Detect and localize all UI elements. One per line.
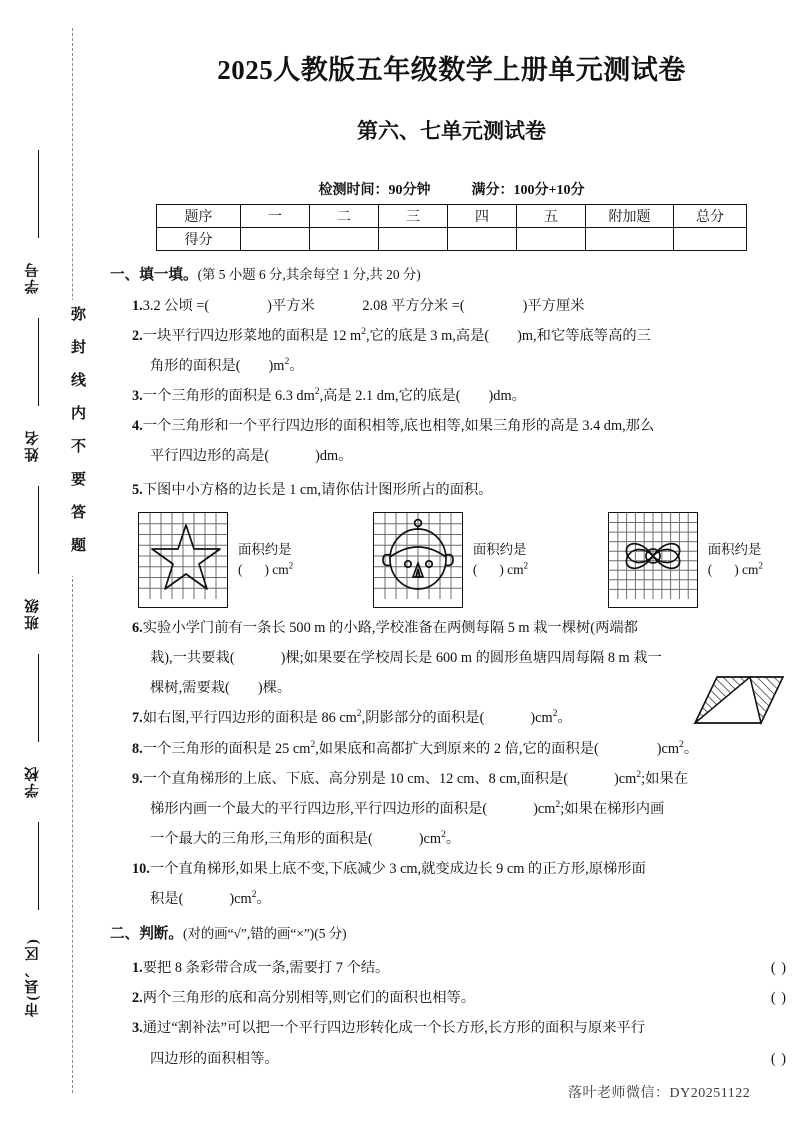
question-9-line3-b: )cm [418, 830, 442, 847]
flower-grid-svg [609, 513, 697, 599]
question-10-line2-a: 积是( [150, 891, 184, 908]
section-2-heading [110, 923, 793, 947]
face-grid-figure [373, 512, 463, 608]
figure-caption-flower-line1: 面积约是 [707, 542, 762, 558]
unit-exponent: 2 [441, 829, 446, 841]
question-10-line2 [110, 888, 793, 911]
section-1-heading [110, 264, 793, 288]
question-6-line3 [110, 677, 793, 700]
tf-question-3-line2 [110, 1048, 793, 1071]
question-2-line1-a: 一块平行四边形菜地的面积是 12 m [142, 327, 362, 344]
unit-exponent: 2 [251, 889, 257, 901]
score-table-col-3: 三 [379, 205, 448, 228]
question-3-number: 3. [132, 388, 143, 405]
figure-caption-face-paren-open: ( [472, 561, 478, 577]
score-table-col-5: 五 [517, 205, 586, 228]
score-cell-3[interactable] [379, 228, 448, 251]
score-table-row-label-order: 题序 [157, 205, 241, 228]
unit-exponent: 2 [310, 738, 316, 750]
tf-question-3 [110, 1017, 793, 1040]
seal-divider-rule [38, 654, 39, 742]
seal-margin [0, 0, 98, 1122]
figure-caption-star [238, 540, 293, 579]
parallelogram-shaded-figure [693, 673, 787, 737]
unit-exponent: 2 [636, 768, 642, 780]
question-9-line3-a: 一个最大的三角形,三角形的面积是( [150, 830, 373, 847]
question-3-text-b: ,高是 2.1 dm,它的底是( [319, 388, 461, 405]
unit-exponent: 2 [314, 386, 320, 398]
unit-exponent: 2 [523, 560, 529, 571]
score-cell-total[interactable] [674, 228, 747, 251]
question-8-text-a: 一个三角形的面积是 25 cm [142, 740, 311, 757]
seal-label-city-county: 市(县、区) [25, 937, 41, 1017]
question-2 [110, 325, 793, 348]
unit-exponent: 2 [361, 326, 367, 338]
figure-caption-face-unit: ) cm [499, 561, 524, 577]
question-2-line2-b: )m [268, 357, 285, 374]
score-table-col-4: 四 [448, 205, 517, 228]
section-1-note: (第 5 小题 6 分,其余每空 1 分,共 20 分) [197, 267, 421, 282]
figure-caption-face-line1: 面积约是 [472, 542, 527, 558]
figure-cell-flower [608, 512, 763, 608]
seal-warning-text: 弥封线内不要答题 [58, 300, 88, 576]
question-2-line1-b: ,它的底是 3 m,高是( [366, 327, 490, 344]
section-2-note: (对的画“√”,错的画“×”)(5 分) [182, 926, 347, 942]
footer-watermark: 落叶老师微信：DY20251122 [568, 1086, 751, 1101]
unit-exponent: 2 [288, 560, 294, 571]
question-9-line1-b: )cm [614, 770, 637, 787]
question-1-part-b-pre: 2.08 平方分米 =( [362, 297, 465, 314]
question-4-number: 4. [132, 418, 143, 435]
tf-question-1-number: 1. [132, 960, 143, 977]
score-table-col-extra: 附加题 [586, 205, 674, 228]
question-10-line2-c: 。 [256, 891, 271, 908]
section-1-title: 一、填一填。 [110, 267, 198, 283]
figure-caption-flower-paren-open: ( [707, 561, 713, 577]
question-4-line2 [110, 445, 793, 468]
score-table-col-2: 二 [310, 205, 379, 228]
score-table-col-total: 总分 [674, 205, 747, 228]
question-6-line3-b: )棵。 [257, 680, 292, 697]
question-9-line3-c: 。 [445, 830, 461, 847]
unit-exponent: 2 [758, 560, 763, 571]
question-1-part-b-post: )平方厘米 [522, 297, 585, 314]
score-table-row-label-score: 得分 [157, 228, 241, 251]
question-4 [110, 415, 793, 438]
question-2-line1-c: )m,和它等底等高的三 [517, 327, 651, 344]
exam-meta-line [110, 179, 793, 199]
exam-time-label: 检测时间：90分钟 [318, 183, 431, 198]
question-10 [110, 858, 793, 881]
tf-answer-3[interactable]: ( ) [770, 1050, 787, 1067]
question-9-line2 [110, 798, 793, 821]
question-9-line2-a: 梯形内画一个最大的平行四边形,平行四边形的面积是( [150, 800, 488, 817]
question-7-number: 7. [132, 710, 143, 727]
figure-caption-star-line1: 面积约是 [238, 542, 292, 558]
figure-caption-flower-unit: ) cm [734, 561, 759, 577]
question-9-line2-b: )cm [533, 800, 556, 817]
question-6-line2-a: 栽),一共要栽( [150, 650, 235, 667]
question-9-line2-c: ;如果在梯形内画 [560, 800, 665, 817]
tf-question-2 [110, 987, 793, 1010]
question-10-line2-b: )cm [229, 891, 252, 908]
tf-question-2-text: 两个三角形的底和高分别相等,则它们的面积也相等。 [142, 990, 476, 1007]
question-3-text-c: )dm。 [488, 388, 526, 405]
question-7-text-b: ,阴影部分的面积是( [361, 710, 485, 727]
flower-grid-figure [608, 512, 698, 608]
exam-paper-body [98, 0, 811, 1122]
question-4-line2-b: )dm。 [315, 448, 353, 465]
question-5-number: 5. [132, 481, 143, 498]
question-7-text-c: )cm [530, 710, 553, 727]
figure-cell-star [138, 512, 293, 608]
question-7 [110, 707, 793, 730]
tf-question-2-number: 2. [132, 990, 143, 1007]
page-subtitle: 第六、七单元测试卷 [357, 119, 546, 143]
question-2-line2-a: 角形的面积是( [150, 357, 241, 374]
star-grid-figure [138, 512, 228, 608]
question-9-number: 9. [132, 770, 143, 787]
full-score-label: 满分：100分+10分 [471, 183, 585, 198]
score-table-col-1: 一 [241, 205, 310, 228]
question-5-figure-row [138, 512, 763, 608]
seal-label-column [22, 150, 56, 1070]
table-row-header [157, 205, 747, 228]
figure-caption-flower [708, 540, 763, 579]
figure-caption-star-paren-open: ( [238, 561, 243, 577]
questions-content [110, 264, 793, 1071]
seal-label-student-id: 学号 [25, 261, 41, 295]
unit-exponent: 2 [284, 356, 290, 368]
question-4-line1: 一个三角形和一个平行四边形的面积相等,底也相等,如果三角形的高是 3.4 dm,那么 [142, 418, 655, 435]
unit-exponent: 2 [678, 738, 684, 750]
tf-answer-2[interactable]: ( ) [770, 990, 787, 1007]
question-5-text: 下图中小方格的边长是 1 cm,请你估计图形所占的面积。 [142, 481, 493, 498]
question-8-number: 8. [132, 740, 143, 757]
seal-label-name: 姓名 [25, 429, 41, 463]
question-8-text-c: )cm [656, 740, 679, 757]
seal-divider-rule [38, 486, 39, 574]
question-3-text-a: 一个三角形的面积是 6.3 dm [142, 388, 315, 405]
tf-question-3-line2-text: 四边形的面积相等。 [150, 1050, 279, 1067]
tf-answer-1[interactable]: ( ) [770, 960, 787, 977]
unit-exponent: 2 [552, 708, 558, 720]
seal-divider-rule [38, 822, 39, 910]
question-1-part-a-pre: 3.2 公顷 =( [142, 297, 210, 314]
question-9 [110, 768, 793, 791]
question-9-line3 [110, 828, 793, 851]
figure-cell-face [373, 512, 528, 608]
unit-exponent: 2 [356, 708, 362, 720]
star-grid-svg [139, 513, 227, 599]
table-row-scores [157, 228, 747, 251]
figure-caption-face [473, 540, 528, 579]
question-10-number: 10. [132, 861, 150, 878]
question-6-line3-a: 棵树,需要栽( [150, 680, 230, 697]
score-cell-4[interactable] [448, 228, 517, 251]
question-6-line2-b: )棵;如果要在学校周长是 600 m 的圆形鱼塘四周每隔 8 m 栽一 [280, 650, 662, 667]
question-2-line2 [110, 355, 793, 378]
tf-question-3-number: 3. [132, 1020, 143, 1037]
unit-exponent: 2 [555, 799, 561, 811]
seal-divider-rule [38, 318, 39, 406]
question-2-line2-c: 。 [289, 357, 304, 374]
question-1 [110, 295, 793, 318]
question-10-line1: 一个直角梯形,如果上底不变,下底减少 3 cm,就变成边长 9 cm 的正方形,原梯形面 [149, 861, 646, 878]
page-title: 2025人教版五年级数学上册单元测试卷 [217, 55, 686, 85]
tf-question-1 [110, 957, 793, 980]
seal-divider-rule [38, 150, 39, 238]
score-cell-1[interactable] [241, 228, 310, 251]
question-4-line2-a: 平行四边形的高是( [150, 448, 270, 465]
question-2-number: 2. [132, 327, 143, 344]
question-7-text-d: 。 [557, 710, 572, 727]
question-6-number: 6. [132, 619, 143, 636]
tf-question-1-text: 要把 8 条彩带合成一条,需要打 7 个结。 [142, 960, 390, 977]
question-9-line1-a: 一个直角梯形的上底、下底、高分别是 10 cm、12 cm、8 cm,面积是( [142, 770, 569, 787]
parallelogram-svg [693, 673, 787, 729]
score-table [156, 204, 747, 251]
seal-label-class: 班级 [25, 597, 41, 631]
question-3 [110, 385, 793, 408]
question-1-number: 1. [132, 297, 143, 314]
section-2-title: 二、判断。 [110, 926, 183, 943]
question-5 [110, 479, 793, 502]
score-cell-5[interactable] [517, 228, 586, 251]
question-9-line1-c: ;如果在 [641, 770, 689, 787]
question-8-text-d: 。 [683, 740, 699, 757]
question-6-line2 [110, 647, 793, 670]
score-cell-extra[interactable] [586, 228, 674, 251]
question-1-part-a-post: )平方米 [267, 297, 315, 314]
question-6-line1: 实验小学门前有一条长 500 m 的小路,学校准备在两侧每隔 5 m 栽一棵树(两端都 [142, 619, 638, 636]
face-grid-svg [374, 513, 462, 599]
seal-label-school: 学校 [25, 765, 41, 799]
question-8-text-b: ,如果底和高都扩大到原来的 2 倍,它的面积是( [315, 740, 599, 757]
score-cell-2[interactable] [310, 228, 379, 251]
question-8 [110, 738, 793, 761]
question-7-text-a: 如右图,平行四边形的面积是 86 cm [142, 710, 357, 727]
tf-question-3-line1: 通过“割补法”可以把一个平行四边形转化成一个长方形,长方形的面积与原来平行 [142, 1020, 646, 1037]
figure-caption-star-unit: ) cm [264, 561, 289, 577]
question-6 [110, 617, 793, 640]
